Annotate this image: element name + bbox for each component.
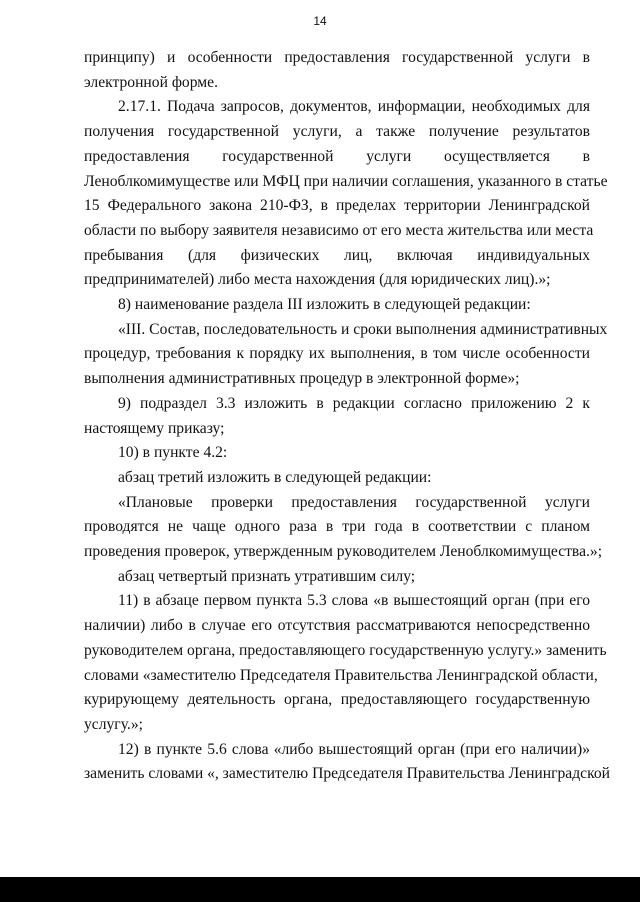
text-line: предоставления государственной услуги осуществляется в	[84, 147, 590, 165]
text-line: словами «заместителю Председателя Правительства Ленинградской области,	[84, 666, 598, 684]
text-line: 8) наименование раздела III изложить в следующей редакции:	[118, 296, 531, 314]
text-line: процедур, требования к порядку их выполнения, в том числе особенности	[84, 345, 590, 363]
text-line: предпринимателей) либо места нахождения (для юридических лиц).»;	[84, 271, 551, 289]
page-number: 14	[313, 14, 327, 28]
text-line: Леноблкомимуществе или МФЦ при наличии соглашения, указанного в статье	[84, 172, 608, 190]
text-line: абзац третий изложить в следующей редакции:	[118, 468, 432, 486]
text-line: 2.17.1. Подача запросов, документов, информации, необходимых для	[118, 98, 590, 116]
text-line: абзац четвертый признать утратившим силу;	[118, 567, 416, 585]
text-line: 15 Федерального закона 210-ФЗ, в пределах территории Ленинградской	[84, 197, 590, 215]
document-body	[84, 46, 610, 787]
text-line: проводятся не чаще одного раза в три года в соответствии с планом	[84, 518, 590, 536]
text-line: заменить словами «, заместителю Председателя Правительства Ленинградской	[84, 765, 610, 783]
text-line: 10) в пункте 4.2:	[118, 444, 228, 462]
text-line: проведения проверок, утвержденным руководителем Леноблкомимущества.»;	[84, 543, 603, 561]
text-line: услугу.»;	[84, 715, 143, 733]
text-line: электронной форме.	[84, 73, 218, 91]
text-line: 9) подраздел 3.3 изложить в редакции согласно приложению 2 к	[118, 394, 590, 412]
text-line: курирующему деятельность органа, предоставляющего государственную	[84, 691, 590, 709]
text-line: получения государственной услуги, а также получение результатов	[84, 123, 590, 141]
text-line: 12) в пункте 5.6 слова «либо вышестоящий орган (при его наличии)»	[118, 740, 590, 758]
text-line: пребывания (для физических лиц, включая индивидуальных	[84, 246, 590, 264]
text-line: 11) в абзаце первом пункта 5.3 слова «в вышестоящий орган (при его	[118, 592, 590, 610]
text-line: принципу) и особенности предоставления государственной услуги в	[84, 49, 590, 66]
text-line: области по выбору заявителя независимо от его места жительства или места	[84, 221, 594, 239]
text-line: «Плановые проверки предоставления государственной услуги	[118, 493, 590, 511]
text-line: руководителем органа, предоставляющего государственную услугу.» заменить	[84, 641, 607, 659]
text-line: настоящему приказу;	[84, 419, 225, 437]
scan-bottom-border	[0, 877, 640, 902]
text-line: выполнения административных процедур в электронной форме»;	[84, 370, 520, 388]
text-line: наличии) либо в случае его отсутствия рассматриваются непосредственно	[84, 617, 590, 635]
text-line: «III. Состав, последовательность и сроки выполнения административных	[118, 320, 608, 338]
